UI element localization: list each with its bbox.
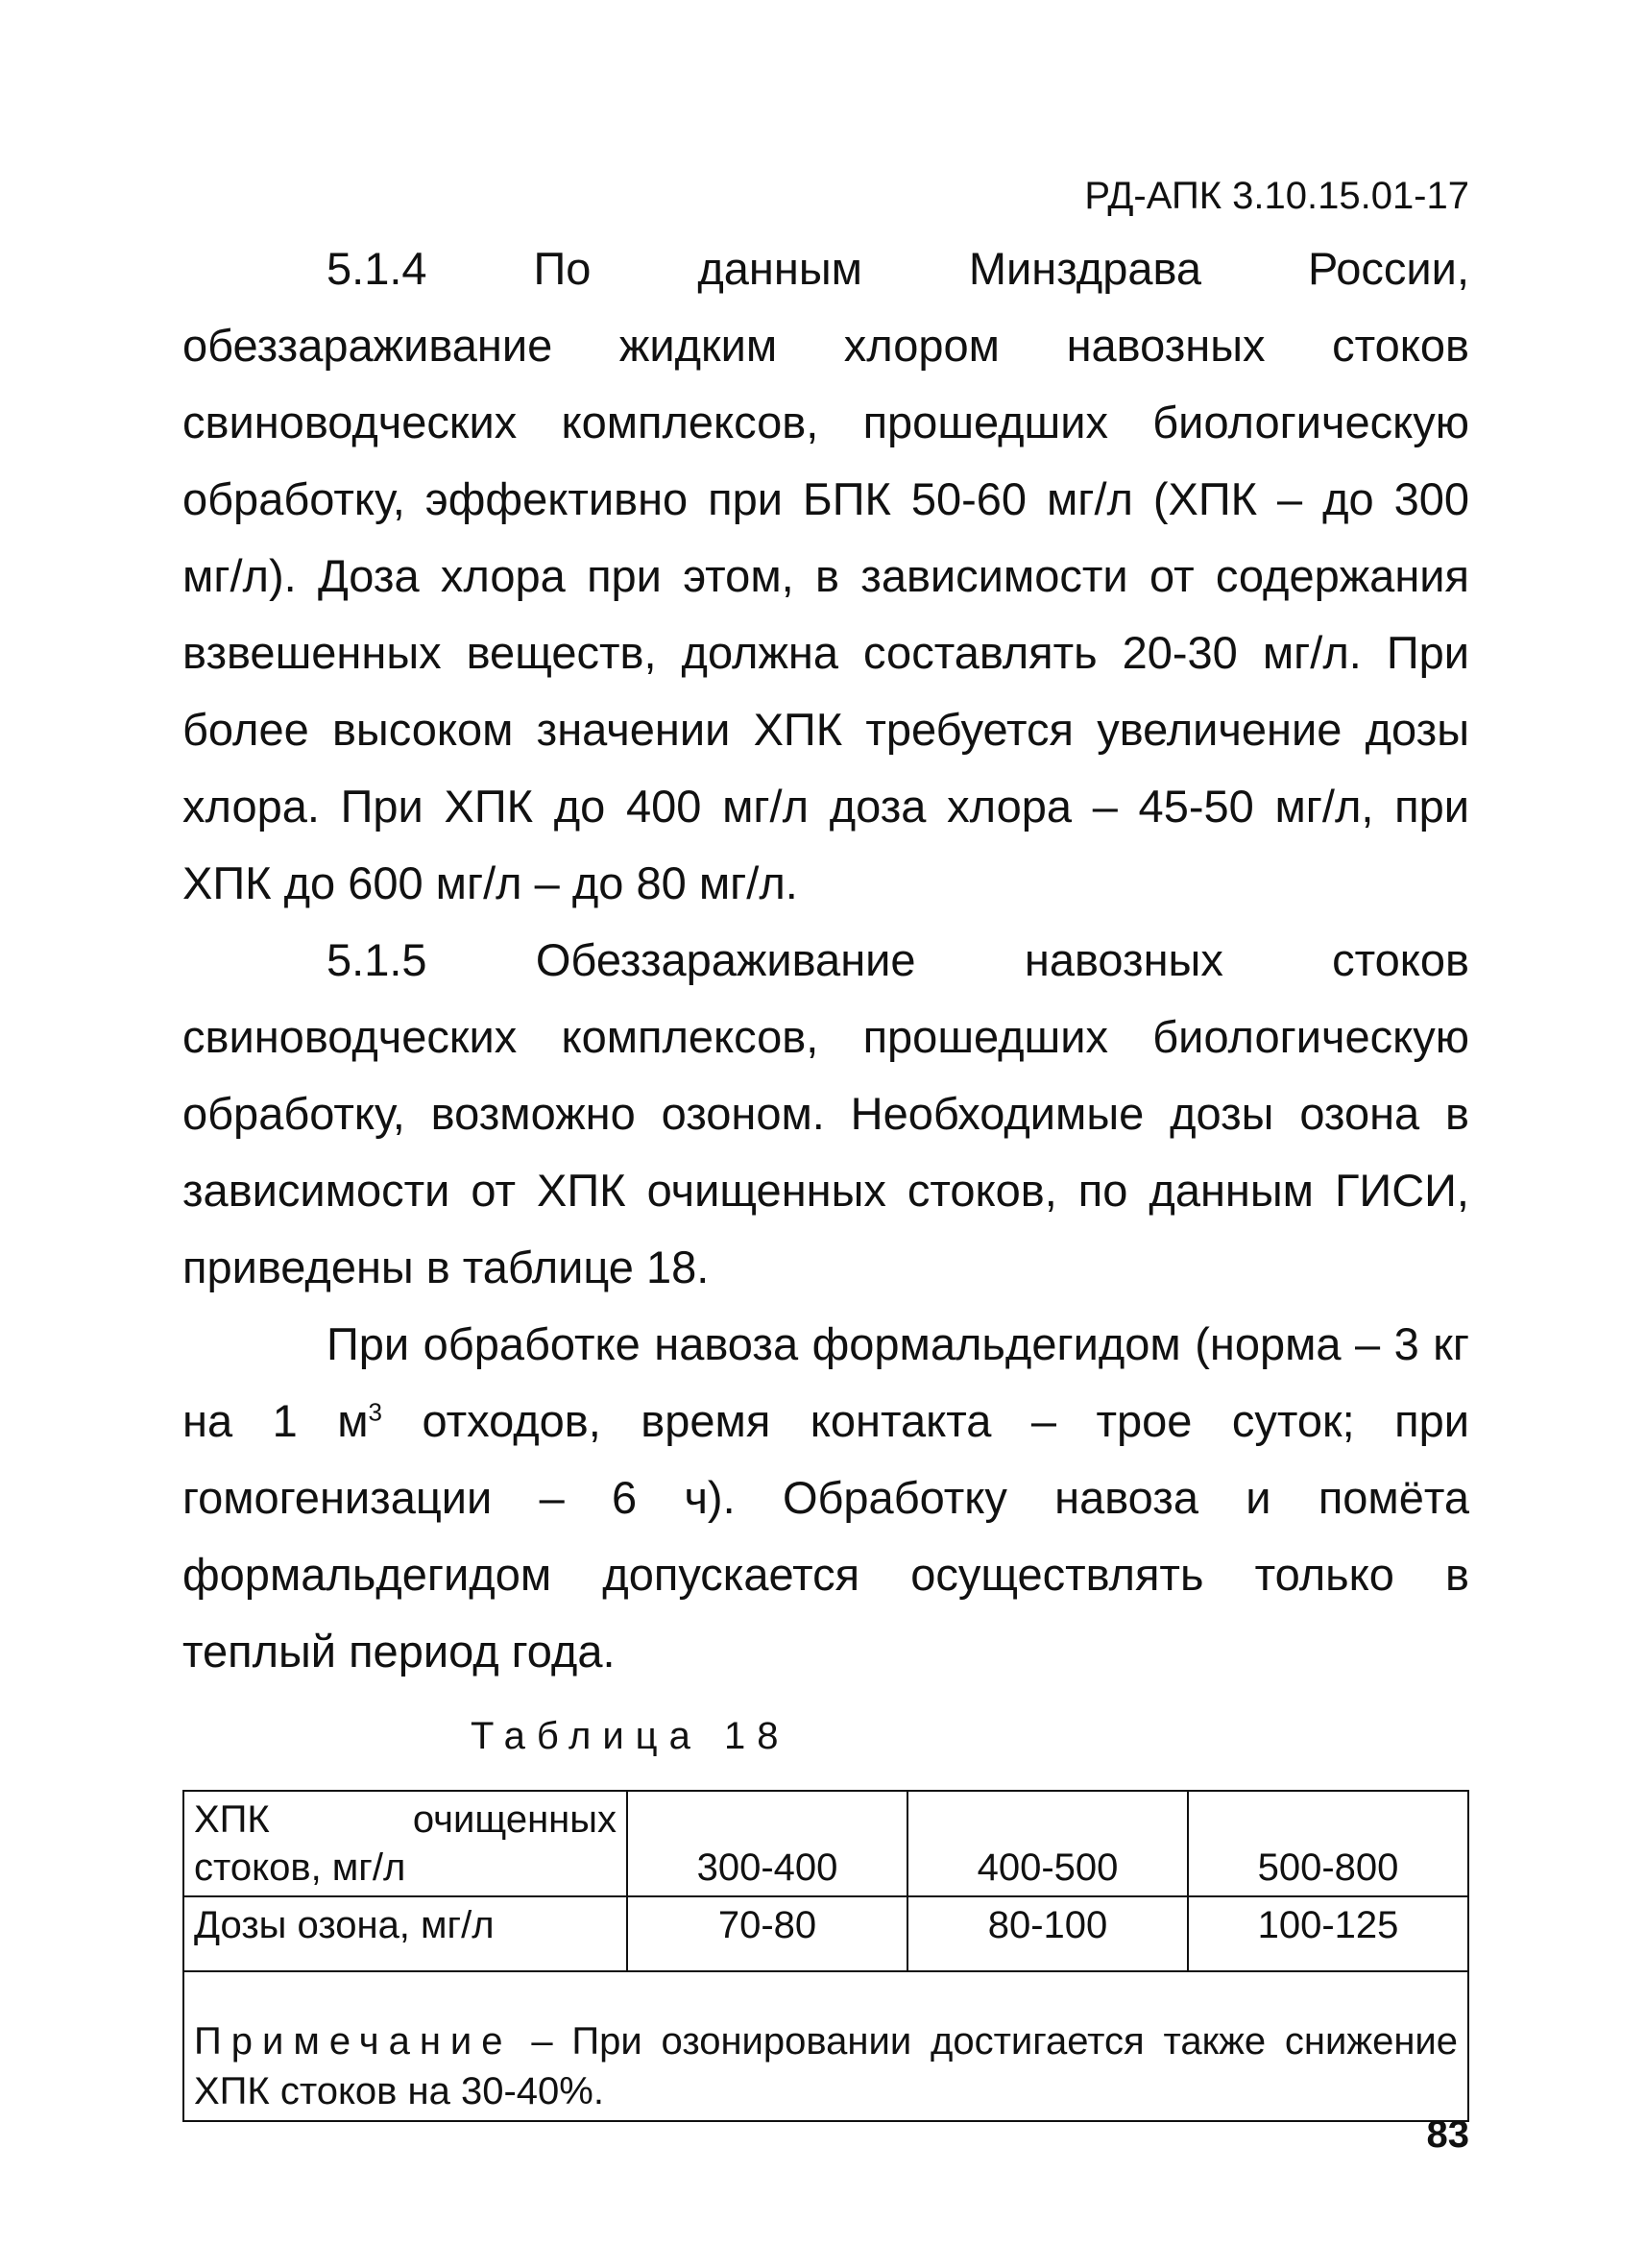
- table-cell-dose-2: 80-100: [907, 1896, 1188, 1971]
- table-note: [183, 1971, 1468, 2121]
- paragraph-formaldehyde-part1: При обработке навоза формальдегидом (норма – 3 кг на 1 м: [182, 1318, 1469, 1446]
- table-cell-dose-3: 100-125: [1188, 1896, 1468, 1971]
- body-text: [182, 230, 1469, 2122]
- note-text: – При озонировании достигается также снижение ХПК стоков на 30-40%.: [194, 2020, 1458, 2112]
- ozone-dose-table: [182, 1790, 1469, 2122]
- table-row-cod: [183, 1791, 1468, 1896]
- page-number: 83: [1426, 2113, 1469, 2156]
- table-cell-dose-label: Дозы озона, мг/л: [183, 1896, 627, 1971]
- document-page: [182, 0, 1469, 2268]
- document-code-header: РД-АПК 3.10.15.01-17: [1084, 175, 1469, 217]
- table-caption: Таблица 18: [471, 1715, 790, 1757]
- paragraph-formaldehyde-part2: отходов, время контакта – трое суток; при гомогенизации – 6 ч). Обработку навоза и помёта формальдегидом допускается осуществлять только в теплый период года.: [182, 1395, 1469, 1677]
- paragraph-5-1-5: 5.1.5 Обеззараживание навозных стоков свиноводческих комплексов, прошедших биологическую обработку, возможно озоном. Необходимые дозы озона в зависимости от ХПК очищенных стоков, по данным ГИСИ, приведены в таблице 18.: [182, 934, 1469, 1292]
- table-row-note: [183, 1971, 1468, 2121]
- table-cell-cod-2: 400-500: [907, 1791, 1188, 1896]
- note-label: Примечание: [194, 2020, 513, 2063]
- paragraph-formaldehyde: [182, 1306, 1469, 1690]
- table-cell-cod-1: 300-400: [627, 1791, 907, 1896]
- table-row-ozone-dose: [183, 1896, 1468, 1971]
- superscript-cubic: 3: [368, 1397, 382, 1427]
- table-cell-cod-3: 500-800: [1188, 1791, 1468, 1896]
- table-cell-dose-1: 70-80: [627, 1896, 907, 1971]
- table-cell-cod-label: ХПК очищенных стоков, мг/л: [183, 1791, 627, 1896]
- paragraph-5-1-4: 5.1.4 По данным Минздрава России, обеззараживание жидким хлором навозных стоков свиноводческих комплексов, прошедших биологическую обработку, эффективно при БПК 50-60 мг/л (ХПК – до 300 мг/л). Доза хлора при этом, в зависимости от содержания взвешенных веществ, должна составлять 20-30 мг/л. При более высоком значении ХПК требуется увеличение дозы хлора. При ХПК до 400 мг/л доза хлора – 45-50 мг/л, при ХПК до 600 мг/л – до 80 мг/л.: [182, 243, 1469, 908]
